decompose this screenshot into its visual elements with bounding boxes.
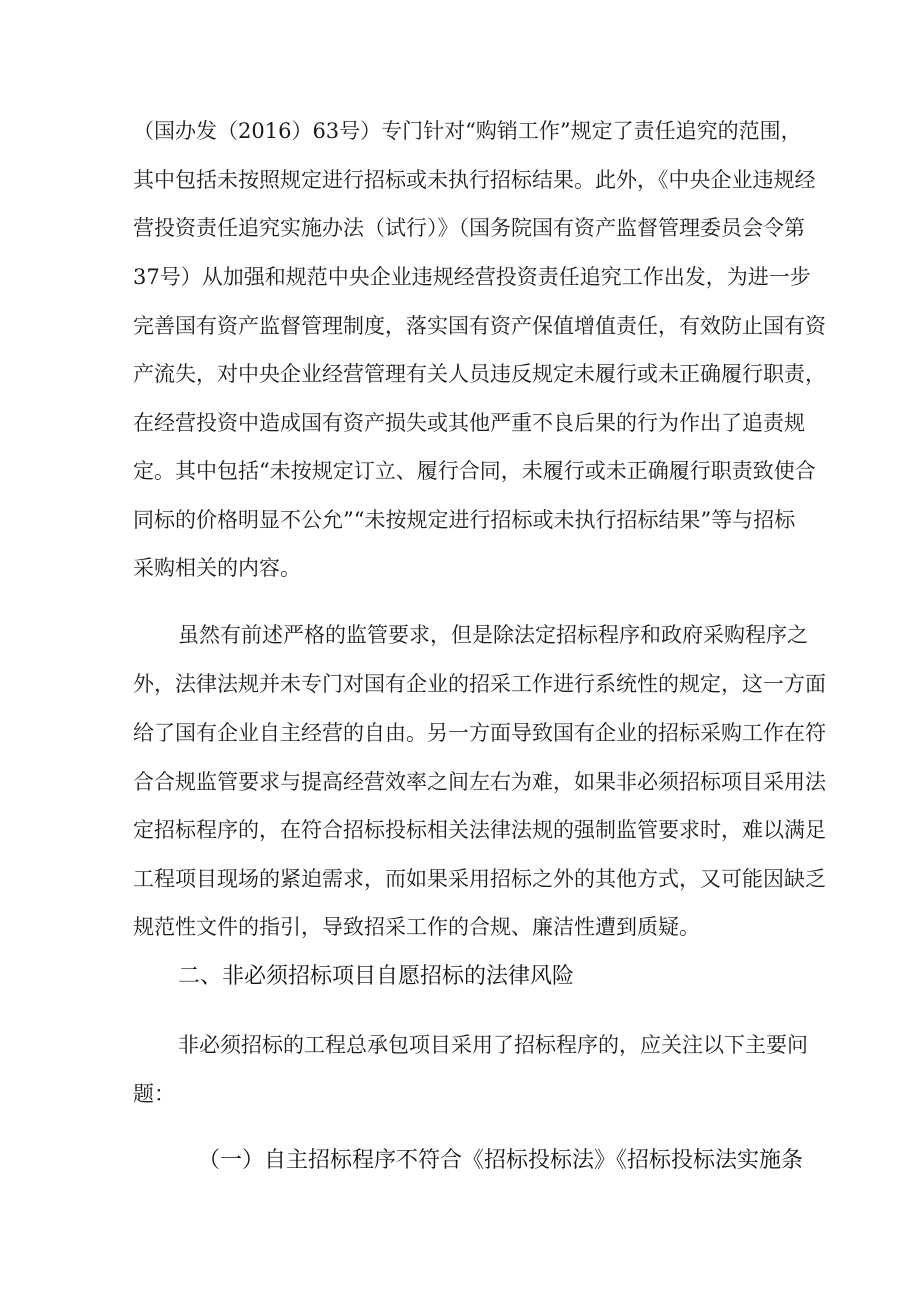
text-line: 题： [133,1082,175,1106]
text-line: 非必须招标的工程总承包项目采用了招标程序的，应关注以下主要问 [178,1033,808,1057]
text-line: 同标的价格明显不公允”“未按规定进行招标或未执行招标结果”等与招标 [133,508,796,532]
text-line: 37号）从加强和规范中央企业违规经营投资责任追究工作出发，为进一步 [133,265,811,289]
text-line: （国办发（2016）63号）专门针对“购销工作”规定了责任追究的范围， [133,119,802,143]
text-line: 规范性文件的指引，导致招采工作的合规、廉洁性遭到质疑。 [133,915,700,939]
text-line: 营投资责任追究实施办法（试行）》（国务院国有资产监督管理委员会令第 [133,216,805,240]
text-line: 外，法律法规并未专门对国有企业的招采工作进行系统性的规定，这一方面 [133,672,826,696]
text-line: 工程项目现场的紧迫需求，而如果采用招标之外的其他方式，又可能因缺乏 [133,867,826,891]
text-line: 定。其中包括“未按规定订立、履行合同，未履行或未正确履行职责致使合 [133,459,816,483]
text-line: 给了国有企业自主经营的自由。另一方面导致国有企业的招标采购工作在符 [133,721,826,745]
text-line: 在经营投资中造成国有资产损失或其他严重不良后果的行为作出了追责规 [133,411,805,435]
text-line: 采购相关的内容。 [133,556,301,580]
text-line: 定招标程序的，在符合招标投标相关法律法规的强制监管要求时，难以满足 [133,818,826,842]
subsection-heading: （一）自主招标程序不符合《招标投标法》《招标投标法实施条 [198,1148,804,1173]
text-line: 完善国有资产监督管理制度，落实国有资产保值增值责任，有效防止国有资 [133,314,826,338]
section-heading: 二、非必须招标项目自愿招标的法律风险 [178,964,575,989]
text-line: 虽然有前述严格的监管要求，但是除法定招标程序和政府采购程序之 [178,623,808,647]
text-line: 合合规监管要求与提高经营效率之间左右为难，如果非必须招标项目采用法 [133,770,826,794]
text-line: 产流失，对中央企业经营管理有关人员违反规定未履行或未正确履行职责， [133,362,826,386]
text-line: 其中包括未按照规定进行招标或未执行招标结果。此外，《中央企业违规经 [133,168,816,192]
